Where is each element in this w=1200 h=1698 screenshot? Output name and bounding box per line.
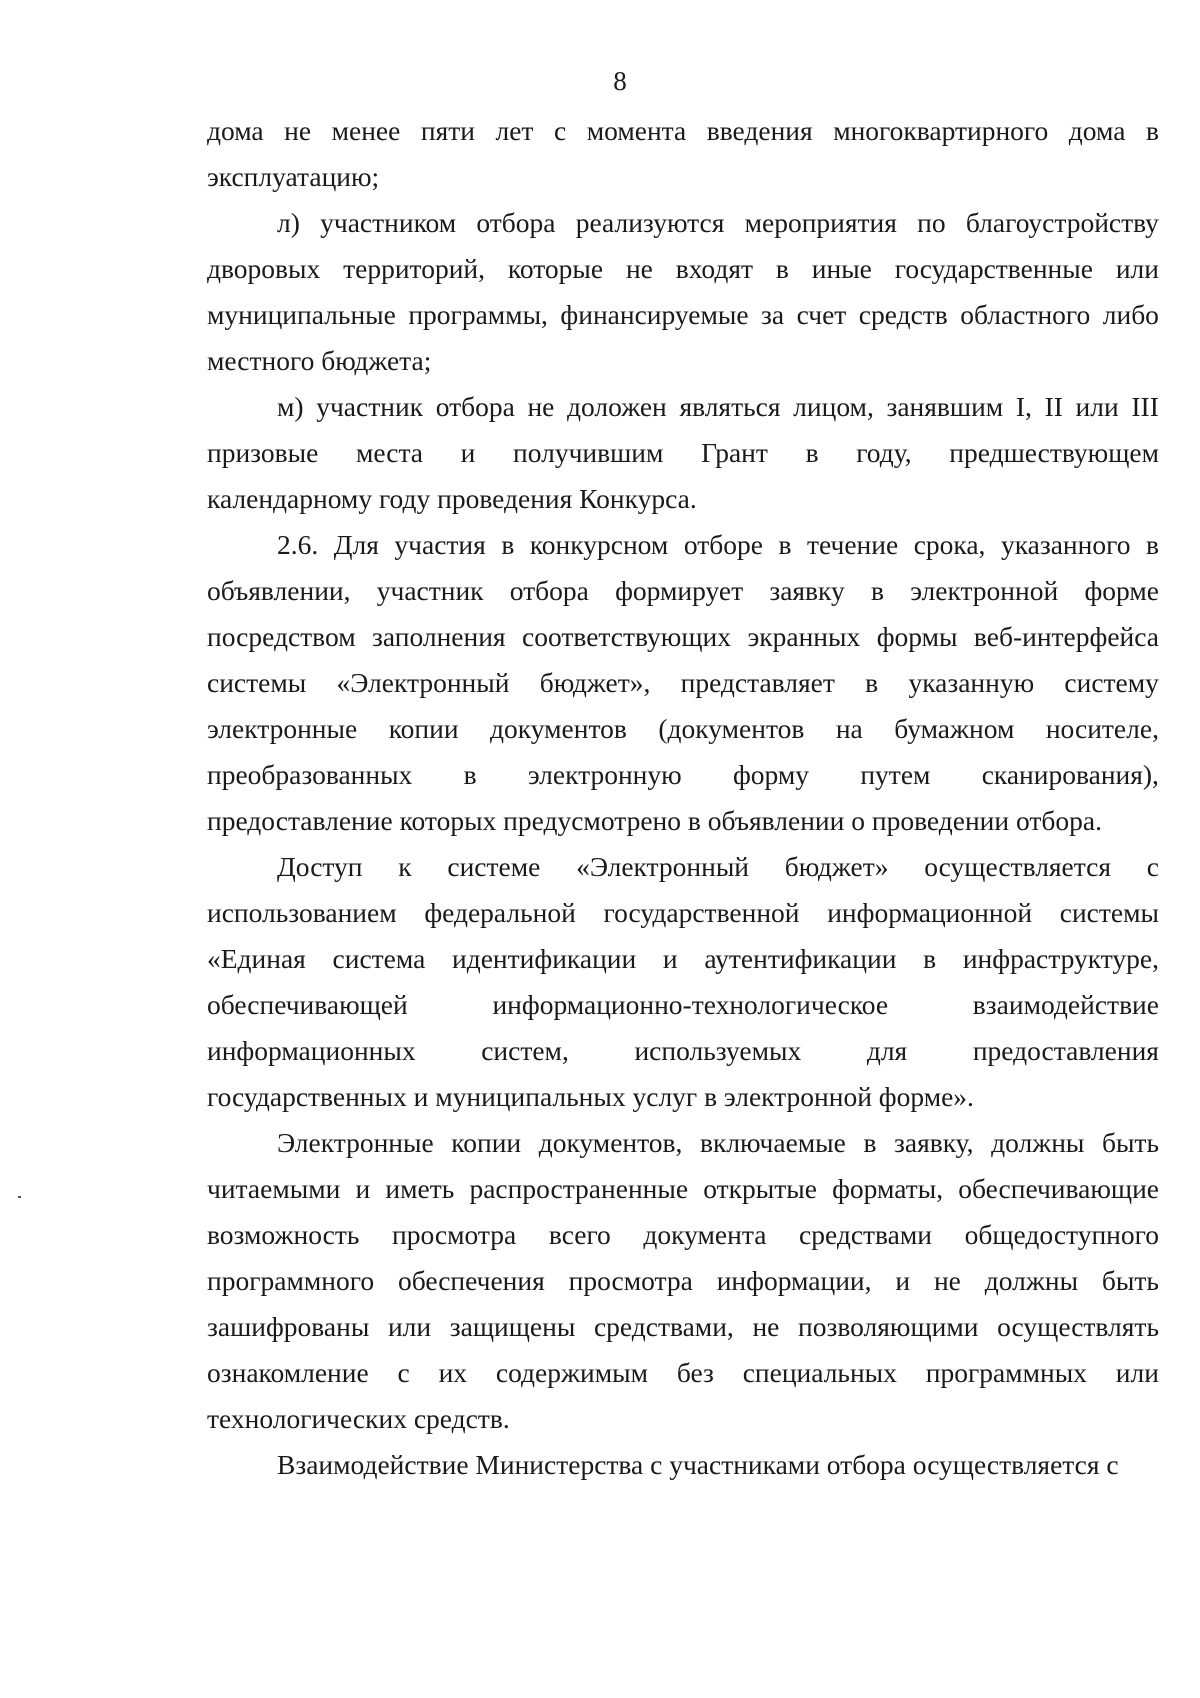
word: момента — [586, 115, 687, 146]
word: быть — [1101, 1265, 1159, 1296]
word: дома — [1068, 115, 1126, 146]
word: взаимодействие — [972, 989, 1159, 1020]
word: распространенные — [469, 1173, 689, 1204]
word: позволяющими — [798, 1311, 979, 1342]
word: в — [778, 529, 792, 560]
word: преобразованных — [207, 759, 413, 790]
word: м) — [277, 391, 304, 422]
word: предшествующем — [949, 437, 1159, 468]
word: благоустройству — [965, 207, 1159, 238]
word: указанного — [1000, 529, 1131, 560]
word: документа — [643, 1219, 767, 1250]
word: за — [761, 299, 785, 330]
word: отбора — [435, 391, 515, 422]
word: систему — [1064, 667, 1159, 698]
word: в — [775, 253, 789, 284]
page-number: 8 — [613, 66, 627, 96]
word: в — [871, 575, 884, 606]
word: в — [805, 437, 819, 468]
word: сканирования), — [981, 759, 1159, 790]
word: системе — [447, 851, 541, 882]
word: средствами — [799, 1219, 933, 1250]
word: всего — [548, 1219, 611, 1250]
word: к — [398, 851, 412, 882]
line-text: Взаимодействие Министерства с участниками отбора осуществляется с — [277, 1449, 1119, 1480]
word: государственной — [603, 897, 800, 928]
word: не — [527, 391, 555, 422]
word: федеральной — [424, 897, 576, 928]
word: заявку — [769, 575, 845, 606]
word: в — [1145, 529, 1159, 560]
word: (документов — [658, 713, 805, 744]
word: системы — [207, 667, 307, 698]
word: финансируемые — [560, 299, 749, 330]
word: используемых — [634, 1035, 802, 1066]
word: должны — [984, 1265, 1079, 1296]
word: или — [387, 1311, 432, 1342]
word: государственные — [894, 253, 1093, 284]
word: или — [1115, 253, 1159, 284]
word: средствами, — [593, 1311, 734, 1342]
word: бюджет» — [784, 851, 889, 882]
word: реализуются — [575, 207, 725, 238]
word: не — [284, 115, 312, 146]
word: и — [662, 943, 678, 974]
word: места — [355, 437, 424, 468]
word: посредством — [207, 621, 356, 652]
word: течение — [806, 529, 899, 560]
word: 2.6. — [277, 529, 319, 560]
word: Электронные — [277, 1127, 434, 1158]
word: в — [463, 759, 477, 790]
word: защищены — [449, 1311, 576, 1342]
word: введения — [706, 115, 813, 146]
word: участия — [394, 529, 486, 560]
word: должны — [991, 1127, 1085, 1158]
word: осуществлять — [997, 1311, 1159, 1342]
word: Доступ — [277, 851, 363, 882]
word: обеспечения — [397, 1265, 545, 1296]
word: областного — [960, 299, 1091, 330]
word: по — [917, 207, 946, 238]
word: многоквартирного — [833, 115, 1049, 146]
word: программы, — [408, 299, 548, 330]
word: электронной — [910, 575, 1059, 606]
word: иные — [811, 253, 872, 284]
word: либо — [1102, 299, 1159, 330]
word: призовые — [207, 437, 319, 468]
word: предоставления — [972, 1035, 1159, 1066]
word: без — [676, 1357, 714, 1388]
word: использованием — [207, 897, 397, 928]
word: и — [460, 437, 476, 468]
line-text: календарному году проведения Конкурса. — [207, 483, 697, 514]
word: зашифрованы — [207, 1311, 370, 1342]
word: возможность — [207, 1219, 360, 1250]
word: открытые — [703, 1173, 817, 1204]
word: участником — [320, 207, 457, 238]
word: путем — [860, 759, 931, 790]
word: быть — [1101, 1127, 1159, 1158]
word: в — [923, 943, 937, 974]
word: просмотра — [568, 1265, 693, 1296]
word: осуществляется — [924, 851, 1111, 882]
word: II — [1044, 391, 1063, 422]
word: экранных — [747, 621, 861, 652]
word: в — [501, 529, 515, 560]
word: с — [397, 1357, 410, 1388]
word: формирует — [615, 575, 744, 606]
line-text: технологических средств. — [207, 1403, 510, 1434]
word: программных — [925, 1357, 1087, 1388]
word: I, — [1015, 391, 1032, 422]
word: дома — [207, 115, 264, 146]
word: представляет — [680, 667, 835, 698]
word: инфраструктуре, — [962, 943, 1159, 974]
word: году, — [856, 437, 912, 468]
line-text: эксплуатацию; — [207, 161, 380, 192]
word: пяти — [420, 115, 475, 146]
word: для — [866, 1035, 908, 1066]
word: мероприятия — [744, 207, 897, 238]
word: читаемыми — [207, 1173, 341, 1204]
word: занявшим — [886, 391, 1004, 422]
scan-artifact — [18, 1196, 21, 1198]
word: системы — [1059, 897, 1159, 928]
word: участник — [316, 391, 424, 422]
line-text: государственных и муниципальных услуг в электронной форме». — [207, 1081, 974, 1112]
word: заявку, — [894, 1127, 974, 1158]
word: в — [865, 667, 879, 698]
word: не — [625, 253, 653, 284]
word: территорий, — [343, 253, 486, 284]
word: их — [438, 1357, 468, 1388]
word: конкурсном — [529, 529, 669, 560]
line-text: предоставление которых предусмотрено в объявлении о проведении отбора. — [207, 805, 1102, 836]
word: Для — [333, 529, 379, 560]
word: систем, — [481, 1035, 569, 1066]
word: бумажном — [894, 713, 1015, 744]
word: бюджет», — [539, 667, 651, 698]
word: не — [752, 1311, 780, 1342]
word: в — [1145, 115, 1159, 146]
word: формы — [876, 621, 958, 652]
word: копии — [451, 1127, 522, 1158]
word: л) — [277, 207, 300, 238]
word: информационно-технологическое — [492, 989, 889, 1020]
word: III — [1131, 391, 1159, 422]
word: и — [895, 1265, 911, 1296]
word: ознакомление — [207, 1357, 369, 1388]
word: объявлении, — [207, 575, 351, 606]
word: включаемые — [699, 1127, 846, 1158]
word: общедоступного — [964, 1219, 1159, 1250]
word: участник — [376, 575, 484, 606]
word: копии — [388, 713, 459, 744]
word: в — [863, 1127, 877, 1158]
word: носителе, — [1045, 713, 1159, 744]
word: и — [355, 1173, 371, 1204]
word: лицом, — [793, 391, 874, 422]
word: отбора — [509, 575, 589, 606]
word: муниципальные — [207, 299, 396, 330]
word: входят — [675, 253, 754, 284]
line-text: местного бюджета; — [207, 345, 432, 376]
word: обеспечивающие — [958, 1173, 1159, 1204]
word: средств — [858, 299, 948, 330]
word: специальных — [742, 1357, 897, 1388]
word: Грант — [701, 437, 768, 468]
word: не — [933, 1265, 961, 1296]
word: с — [1146, 851, 1159, 882]
word: программного — [207, 1265, 375, 1296]
word: информации, — [716, 1265, 872, 1296]
word: отборе — [683, 529, 763, 560]
word: дворовых — [207, 253, 321, 284]
word: менее — [331, 115, 401, 146]
word: доложен — [567, 391, 667, 422]
word: форматы, — [832, 1173, 944, 1204]
word: аутентификации — [704, 943, 897, 974]
word: информационных — [207, 1035, 416, 1066]
word: лет — [495, 115, 534, 146]
word: форму — [732, 759, 810, 790]
word: заполнения — [372, 621, 506, 652]
word: являться — [679, 391, 781, 422]
word: информационной — [827, 897, 1033, 928]
word: иметь — [385, 1173, 455, 1204]
word: или — [1075, 391, 1119, 422]
word: документов, — [538, 1127, 683, 1158]
word: содержимым — [495, 1357, 648, 1388]
word: идентификации — [452, 943, 637, 974]
word: на — [835, 713, 863, 744]
word: система — [332, 943, 426, 974]
word: которые — [507, 253, 604, 284]
word: обеспечивающей — [207, 989, 408, 1020]
word: счет — [796, 299, 847, 330]
word: соответствующих — [522, 621, 731, 652]
word: отбора — [476, 207, 556, 238]
word: или — [1115, 1357, 1159, 1388]
word: «Электронный — [576, 851, 750, 882]
word: получившим — [513, 437, 664, 468]
word: электронные — [207, 713, 358, 744]
word: указанную — [908, 667, 1035, 698]
word: документов — [490, 713, 627, 744]
word: «Единая — [207, 943, 306, 974]
word: форме — [1084, 575, 1159, 606]
word: электронную — [527, 759, 682, 790]
word: просмотра — [392, 1219, 517, 1250]
word: срока, — [913, 529, 986, 560]
word: с — [553, 115, 567, 146]
word: веб-интерфейса — [973, 621, 1159, 652]
word: «Электронный — [336, 667, 510, 698]
